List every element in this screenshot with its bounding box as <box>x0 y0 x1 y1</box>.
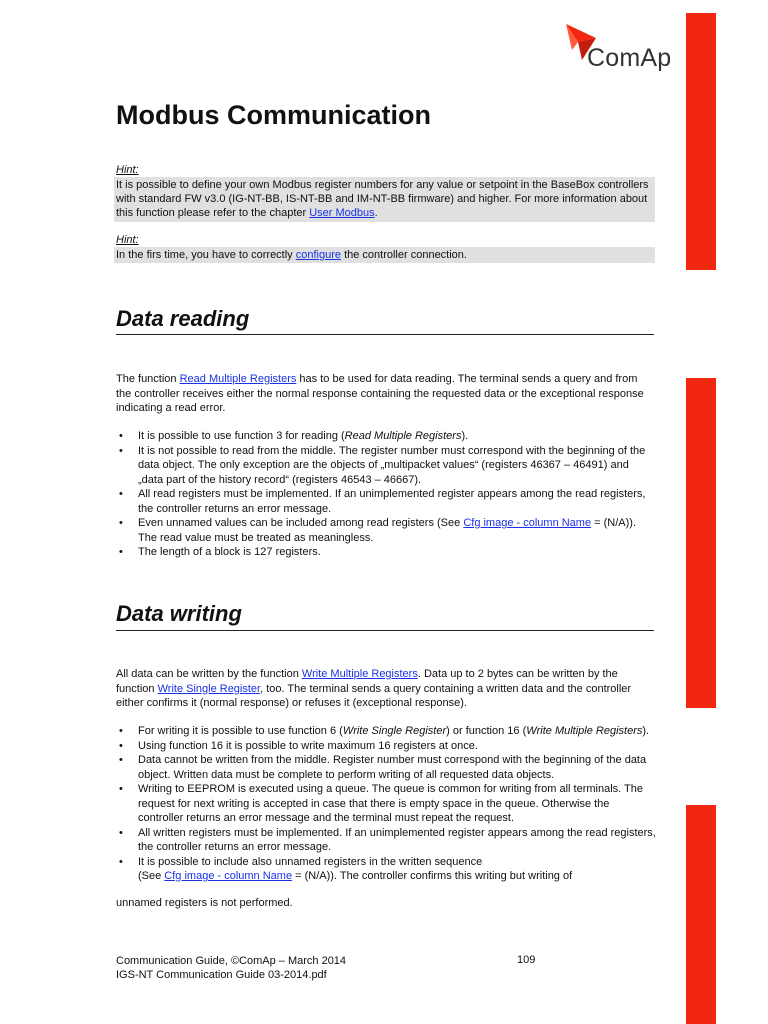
writing-list-tail: unnamed registers is not performed. <box>116 897 293 909</box>
comap-logo-text: ComAp <box>587 44 672 72</box>
paragraph-text: The function <box>116 373 180 385</box>
list-item-text: Data cannot be written from the middle. Register number must correspond with the beginning of the data object. Written data must be complete to perform writing of all requested data objects. <box>138 754 647 781</box>
reading-bullet-list <box>116 429 656 560</box>
read-multiple-registers-link[interactable]: Read Multiple Registers <box>179 373 297 385</box>
list-item-emphasis: Write Single Register <box>342 725 447 737</box>
hint-label: Hint: <box>116 234 139 246</box>
list-item-text: = (N/A)). The controller confirms this writing but writing of <box>292 870 573 882</box>
writing-intro-paragraph <box>116 667 654 711</box>
hint-box-user-modbus <box>114 177 655 222</box>
paragraph-text: All data can be written by the function <box>116 668 302 680</box>
list-item-text: All written registers must be implemented. If an unimplemented register appears among the read registers, the controller returns an error message. <box>138 826 656 853</box>
bullet-icon: • <box>119 546 123 558</box>
paragraph-text: . Data up to 2 bytes can be written by the function <box>116 668 618 695</box>
list-item-text: It is possible to use function 3 for reading ( <box>138 430 345 442</box>
bullet-icon: • <box>119 754 123 766</box>
paragraph-text: , too. The terminal sends a query containing a written data and the controller either confirms it (normal response) or refuses it (exceptional response). <box>116 682 632 709</box>
list-item <box>116 739 656 754</box>
bullet-icon: • <box>119 430 123 442</box>
bullet-icon: • <box>119 855 123 868</box>
list-item-text: Writing to EEPROM is executed using a queue. The queue is common for writing from all terminals. The request for next writing is accepted in case that there is empty space in the queue. Otherwise the controller returns an error message and the terminal must repeat the request. <box>138 783 644 824</box>
footer-filename: IGS-NT Communication Guide 03-2014.pdf <box>116 969 327 981</box>
list-item-text: ). <box>642 725 650 737</box>
list-item <box>116 487 656 516</box>
footer-copyright: Communication Guide, ©ComAp – March 2014 <box>116 955 347 967</box>
list-item <box>116 826 656 855</box>
list-item-emphasis: Write Multiple Registers <box>526 725 643 737</box>
section-heading-data-writing: Data writing <box>116 601 242 626</box>
list-item-text: The length of a block is 127 registers. <box>138 546 321 558</box>
cfg-image-column-name-link[interactable]: Cfg image - column Name <box>164 870 293 882</box>
writing-bullet-list <box>116 724 656 884</box>
bullet-icon: • <box>119 488 123 500</box>
list-item <box>116 429 656 444</box>
hint-text-end: . <box>374 207 378 219</box>
list-item-text: ) or function 16 ( <box>446 725 527 737</box>
list-item-text: = (N/A)). The read value must be treated as meaningless. <box>138 517 637 544</box>
list-item-text: It is possible to include also unnamed registers in the written sequence <box>138 855 483 868</box>
list-item <box>116 545 656 560</box>
bullet-icon: • <box>119 783 123 795</box>
bullet-icon: • <box>119 739 123 752</box>
paragraph-text: has to be used for data reading. The terminal sends a query and from the controller receives either the normal response containing the requested data or the exceptional response indicating a read error. <box>116 373 644 414</box>
comap-logo <box>556 20 676 76</box>
reading-intro-paragraph <box>116 372 654 416</box>
write-multiple-registers-link[interactable]: Write Multiple Registers <box>301 668 418 680</box>
hint-text-end: the controller connection. <box>341 249 467 261</box>
user-modbus-link[interactable]: User Modbus <box>309 207 375 219</box>
list-item <box>116 753 656 782</box>
list-item <box>116 782 656 826</box>
page-title: Modbus Communication <box>116 100 431 130</box>
bullet-icon: • <box>119 444 123 457</box>
bullet-icon: • <box>119 517 123 529</box>
bullet-icon: • <box>119 826 123 839</box>
page-number: 109 <box>517 954 536 966</box>
list-item <box>116 516 656 545</box>
list-item-text: For writing it is possible to use function 6 ( <box>138 725 343 737</box>
list-item-text: All read registers must be implemented. If an unimplemented register appears among the read registers, the controller returns an error message. <box>138 488 646 515</box>
list-item-text: It is not possible to read from the middle. The register number must correspond with the beginning of the data object. The only exception are the objects of „multipacket values“ (registers 46367 – 46491) and „data part of the history record“ (registers 46543 – 46667). <box>138 444 646 486</box>
section-heading-data-reading: Data reading <box>116 306 250 331</box>
hint-text: It is possible to define your own Modbus register numbers for any value or setpoint in the BaseBox controllers with standard FW v3.0 (IG-NT-BB, IS-NT-BB and IM-NT-BB firmware) and higher. For more information about this function please refer to the chapter <box>116 179 649 219</box>
list-item <box>116 724 656 739</box>
bullet-icon: • <box>119 725 123 737</box>
list-item-text: Even unnamed values can be included among read registers (See <box>138 517 464 529</box>
heading-rule <box>116 630 654 631</box>
hint-label: Hint: <box>116 164 139 176</box>
hint-text: In the firs time, you have to correctly <box>116 249 296 261</box>
page-footer <box>116 954 536 982</box>
accent-bar-bottom <box>686 805 716 1024</box>
list-item <box>116 444 656 488</box>
configure-link[interactable]: configure <box>295 249 342 261</box>
list-item-emphasis: Read Multiple Registers <box>344 430 462 442</box>
list-item <box>116 855 656 884</box>
write-single-register-link[interactable]: Write Single Register <box>157 682 261 695</box>
list-item-text: ). <box>461 430 469 442</box>
list-item-text: Using function 16 it is possible to write maximum 16 registers at once. <box>138 739 478 752</box>
cfg-image-column-name-link[interactable]: Cfg image - column Name <box>463 517 592 529</box>
list-item-text: (See <box>138 870 165 882</box>
hint-box-configure <box>114 247 655 263</box>
accent-bar-middle <box>686 378 716 708</box>
heading-rule <box>116 334 654 335</box>
accent-bar-top <box>686 13 716 270</box>
